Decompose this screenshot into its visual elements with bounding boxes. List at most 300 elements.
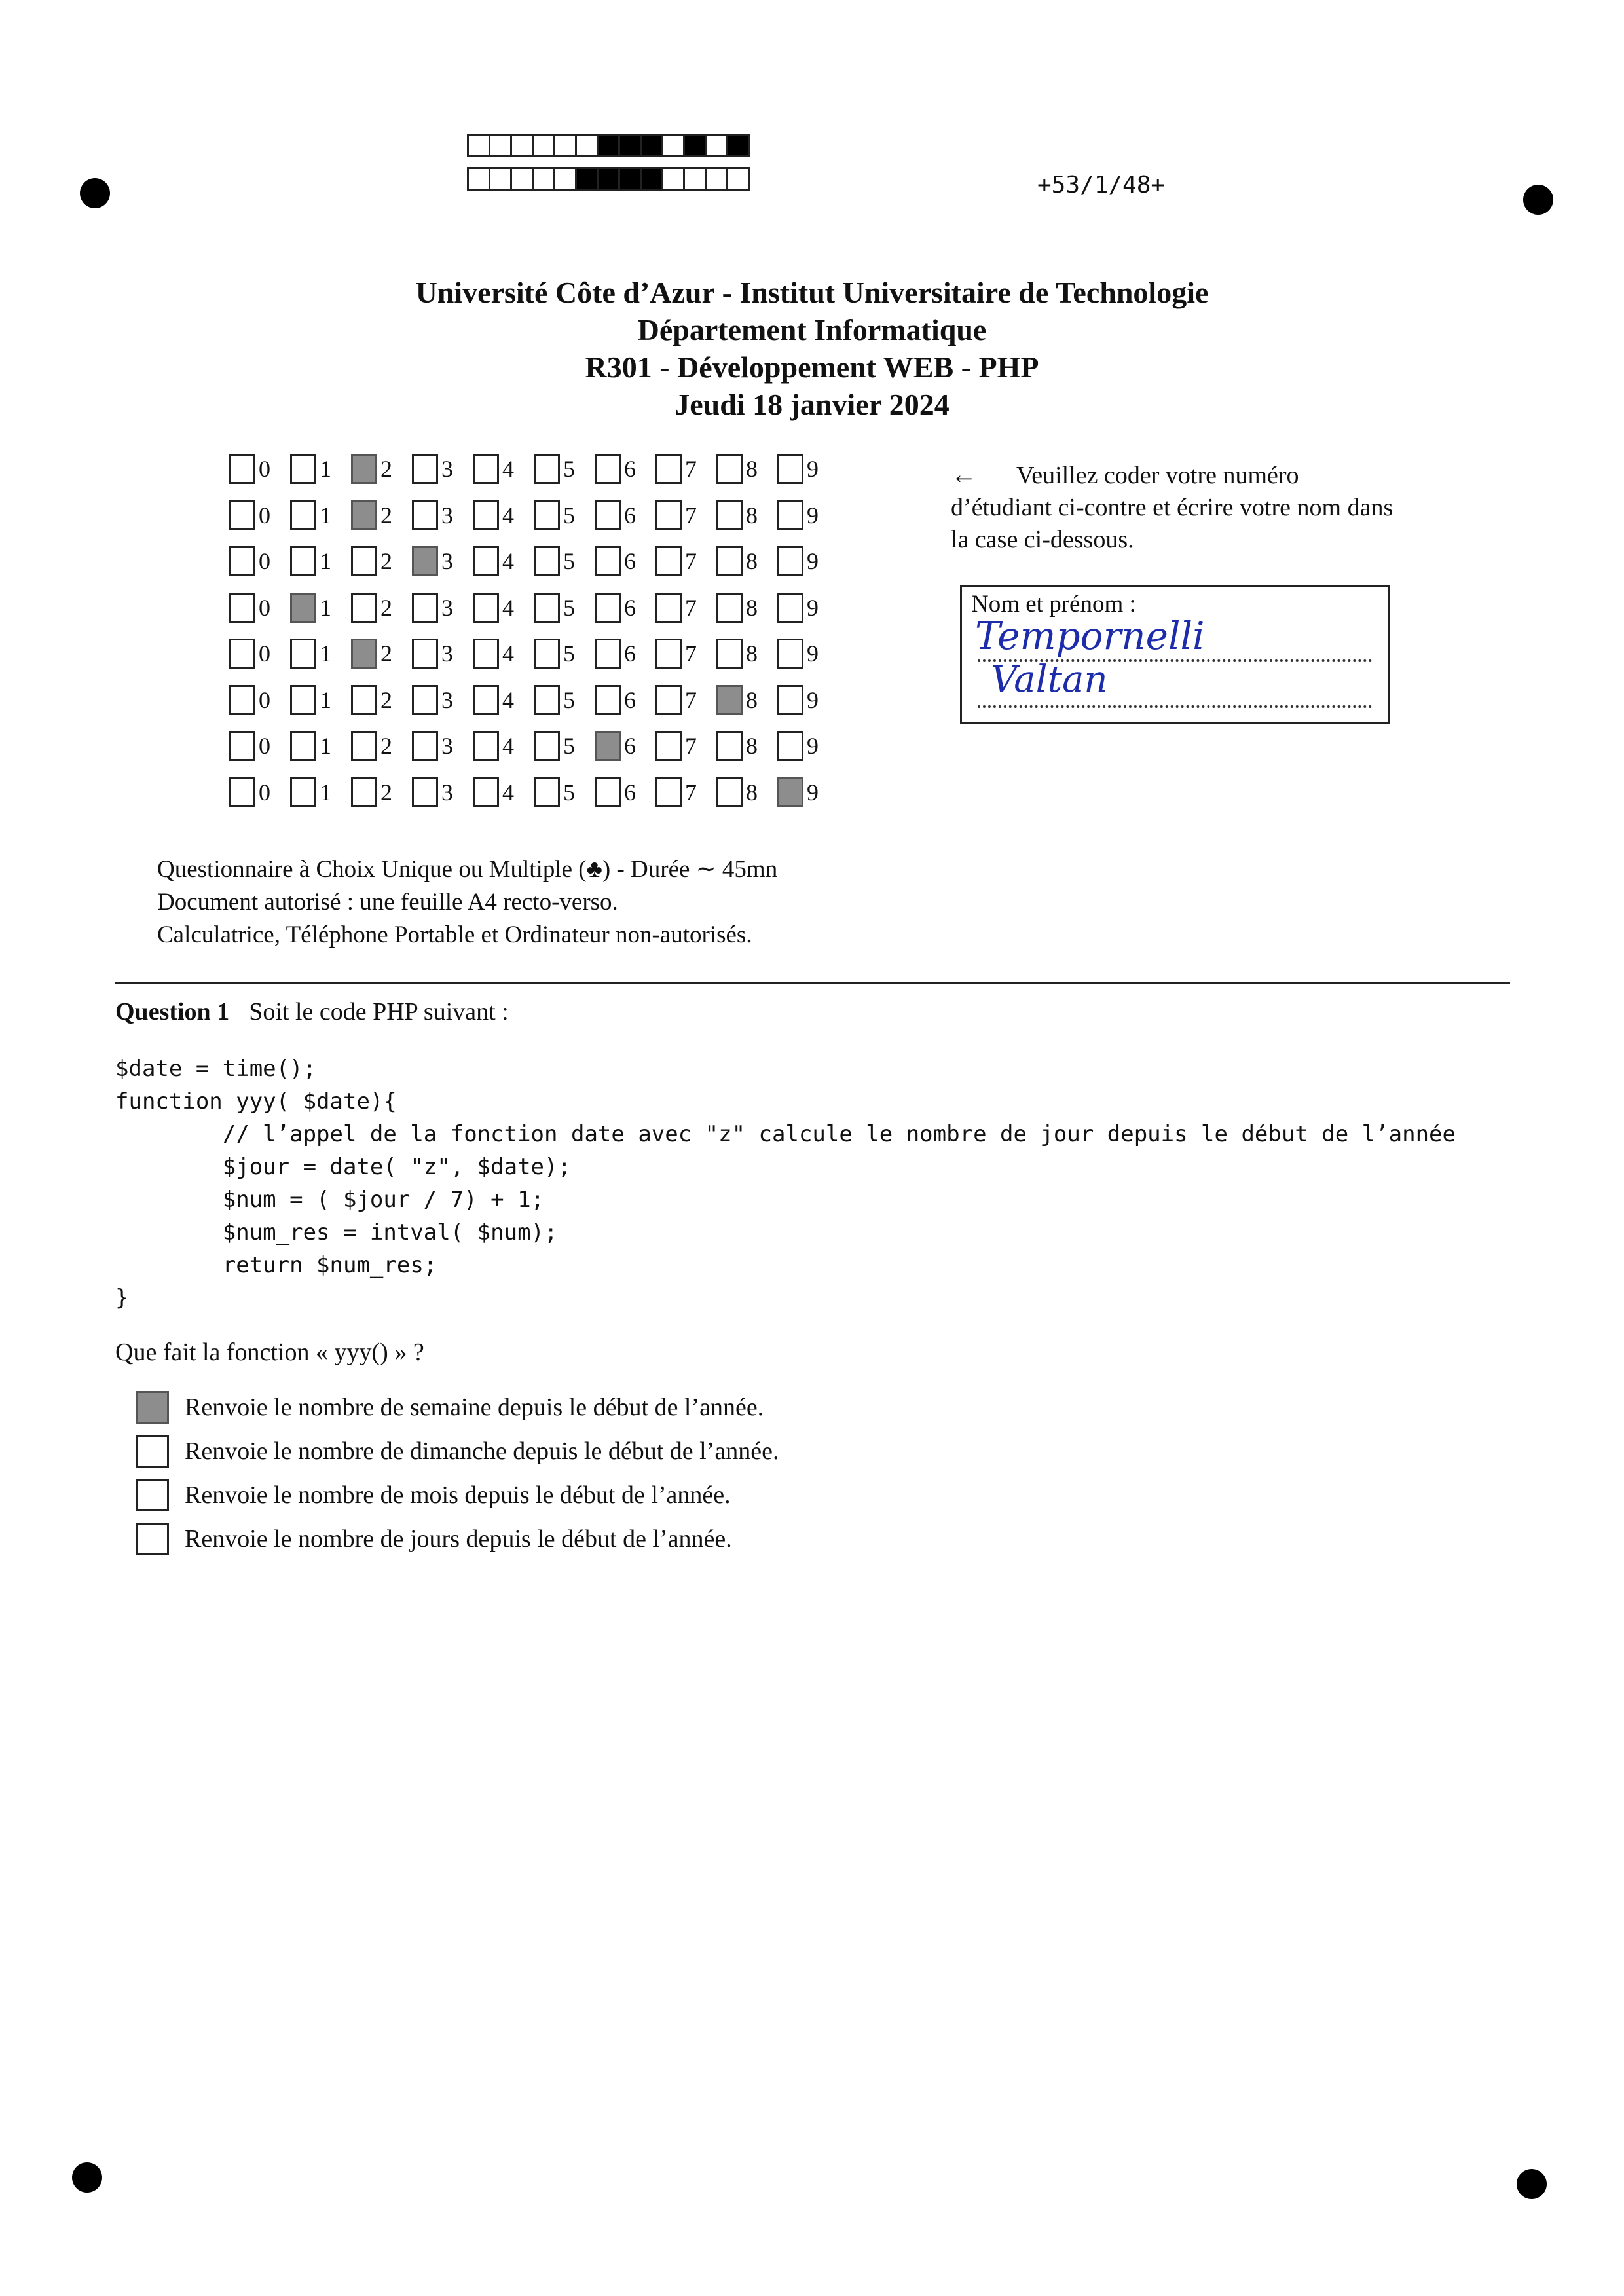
digit-label: 8 xyxy=(746,456,758,482)
digit-option[interactable] xyxy=(595,452,655,486)
answer-checkbox[interactable] xyxy=(136,1391,169,1424)
digit-option[interactable] xyxy=(412,775,473,809)
digit-checkbox[interactable] xyxy=(229,500,255,530)
digit-option[interactable] xyxy=(777,775,838,809)
digit-option[interactable] xyxy=(351,452,412,486)
page-barcode-top xyxy=(469,134,750,157)
digit-checkbox[interactable] xyxy=(351,777,377,807)
barcode-cell xyxy=(726,134,750,157)
digit-option[interactable] xyxy=(290,544,351,578)
digit-checkbox[interactable] xyxy=(716,500,743,530)
digit-checkbox[interactable] xyxy=(412,454,438,484)
digit-option[interactable] xyxy=(777,637,838,671)
digit-label: 4 xyxy=(502,548,514,574)
php-code-block: $date = time(); function yyy( $date){ // l’appel de la fonction date avec "z" calcule le nombre de jour depuis le début de l’année $jour = date( "z", $date); $num = ( $jour / 7) + 1; $num_res = intval( $num); return $num_res; } xyxy=(115,1056,1456,1311)
question-intro: Soit le code PHP suivant : xyxy=(249,998,509,1026)
digit-label: 2 xyxy=(380,640,392,667)
digit-option[interactable] xyxy=(716,683,777,717)
digit-label: 8 xyxy=(746,502,758,528)
barcode-cell xyxy=(705,167,728,191)
digit-checkbox[interactable] xyxy=(229,454,255,484)
digit-label: 9 xyxy=(807,779,819,805)
answer-checkbox[interactable] xyxy=(136,1435,169,1468)
digit-checkbox[interactable] xyxy=(655,593,682,623)
digit-label: 1 xyxy=(320,548,331,574)
digit-label: 4 xyxy=(502,502,514,528)
barcode-cell xyxy=(553,167,577,191)
student-number-row xyxy=(229,591,838,625)
digit-option[interactable] xyxy=(777,729,838,763)
digit-label: 1 xyxy=(320,779,331,805)
digit-label: 2 xyxy=(380,779,392,805)
digit-checkbox[interactable] xyxy=(473,546,499,576)
digit-option[interactable] xyxy=(473,544,534,578)
digit-option[interactable] xyxy=(412,637,473,671)
digit-checkbox[interactable] xyxy=(655,500,682,530)
barcode-cell xyxy=(510,134,534,157)
answer-checkbox[interactable] xyxy=(136,1523,169,1555)
digit-option[interactable] xyxy=(412,683,473,717)
page-barcode-bottom xyxy=(469,167,750,191)
digit-label: 0 xyxy=(259,779,270,805)
barcode-cell xyxy=(510,167,534,191)
barcode-cell xyxy=(489,167,512,191)
digit-checkbox[interactable] xyxy=(716,731,743,761)
barcode-cell xyxy=(640,134,663,157)
digit-checkbox[interactable] xyxy=(655,685,682,715)
digit-label: 4 xyxy=(502,733,514,759)
digit-checkbox[interactable] xyxy=(351,685,377,715)
barcode-cell xyxy=(467,167,490,191)
digit-label: 7 xyxy=(685,686,697,713)
digit-label: 7 xyxy=(685,594,697,621)
digit-checkbox[interactable] xyxy=(534,731,560,761)
digit-option[interactable] xyxy=(290,729,351,763)
digit-label: 1 xyxy=(320,594,331,621)
digit-option[interactable] xyxy=(655,452,716,486)
instruction-text: Veuillez coder votre numéro d’étudiant ci-contre et écrire votre nom dans la case ci-dessous. xyxy=(951,462,1393,553)
digit-checkbox[interactable] xyxy=(777,777,803,807)
digit-checkbox[interactable] xyxy=(655,546,682,576)
digit-option[interactable] xyxy=(655,591,716,625)
digit-label: 0 xyxy=(259,733,270,759)
digit-checkbox[interactable] xyxy=(534,454,560,484)
digit-checkbox[interactable] xyxy=(290,454,316,484)
digit-option[interactable] xyxy=(351,775,412,809)
digit-checkbox[interactable] xyxy=(473,500,499,530)
answer-text: Renvoie le nombre de jours depuis le début de l’année. xyxy=(185,1525,732,1553)
digit-label: 3 xyxy=(441,733,453,759)
digit-checkbox[interactable] xyxy=(777,593,803,623)
digit-checkbox[interactable] xyxy=(595,685,621,715)
name-field[interactable] xyxy=(960,585,1390,724)
digit-option[interactable] xyxy=(229,452,290,486)
digit-label: 8 xyxy=(746,594,758,621)
answer-option[interactable] xyxy=(136,1479,731,1511)
digit-label: 5 xyxy=(563,733,575,759)
digit-label: 7 xyxy=(685,456,697,482)
digit-checkbox[interactable] xyxy=(777,454,803,484)
digit-option[interactable] xyxy=(351,637,412,671)
digit-option[interactable] xyxy=(351,591,412,625)
digit-label: 1 xyxy=(320,456,331,482)
digit-label: 6 xyxy=(624,640,636,667)
digit-checkbox[interactable] xyxy=(534,546,560,576)
digit-option[interactable] xyxy=(534,775,595,809)
digit-checkbox[interactable] xyxy=(351,639,377,669)
student-number-row xyxy=(229,498,838,532)
digit-option[interactable] xyxy=(351,498,412,532)
digit-checkbox[interactable] xyxy=(351,731,377,761)
digit-checkbox[interactable] xyxy=(290,731,316,761)
digit-label: 4 xyxy=(502,779,514,805)
digit-label: 0 xyxy=(259,640,270,667)
digit-checkbox[interactable] xyxy=(351,500,377,530)
digit-checkbox[interactable] xyxy=(473,731,499,761)
digit-checkbox[interactable] xyxy=(412,685,438,715)
digit-label: 6 xyxy=(624,779,636,805)
digit-checkbox[interactable] xyxy=(777,731,803,761)
digit-checkbox[interactable] xyxy=(229,593,255,623)
student-number-row xyxy=(229,729,838,763)
digit-option[interactable] xyxy=(473,452,534,486)
digit-label: 5 xyxy=(563,686,575,713)
barcode-cell xyxy=(661,134,685,157)
question-prompt: Que fait la fonction « yyy() » ? xyxy=(115,1339,424,1366)
digit-checkbox[interactable] xyxy=(473,777,499,807)
digit-option[interactable] xyxy=(655,637,716,671)
digit-option[interactable] xyxy=(351,544,412,578)
digit-option[interactable] xyxy=(655,729,716,763)
digit-checkbox[interactable] xyxy=(777,639,803,669)
digit-label: 2 xyxy=(380,686,392,713)
digit-checkbox[interactable] xyxy=(595,731,621,761)
digit-option[interactable] xyxy=(229,775,290,809)
barcode-cell xyxy=(575,134,599,157)
digit-option[interactable] xyxy=(655,544,716,578)
digit-label: 0 xyxy=(259,502,270,528)
digit-checkbox[interactable] xyxy=(716,777,743,807)
digit-checkbox[interactable] xyxy=(229,639,255,669)
digit-checkbox[interactable] xyxy=(655,454,682,484)
digit-checkbox[interactable] xyxy=(534,593,560,623)
student-number-row xyxy=(229,544,838,578)
digit-label: 9 xyxy=(807,733,819,759)
digit-label: 4 xyxy=(502,594,514,621)
digit-label: 7 xyxy=(685,502,697,528)
digit-checkbox[interactable] xyxy=(229,685,255,715)
question-label: Question 1 xyxy=(115,998,230,1026)
digit-option[interactable] xyxy=(595,637,655,671)
digit-option[interactable] xyxy=(229,591,290,625)
digit-label: 3 xyxy=(441,594,453,621)
digit-option[interactable] xyxy=(716,775,777,809)
digit-label: 6 xyxy=(624,502,636,528)
barcode-cell xyxy=(597,134,620,157)
student-number-row xyxy=(229,775,838,809)
digit-label: 9 xyxy=(807,640,819,667)
digit-checkbox[interactable] xyxy=(473,639,499,669)
digit-label: 5 xyxy=(563,502,575,528)
digit-option[interactable] xyxy=(716,729,777,763)
digit-option[interactable] xyxy=(595,591,655,625)
digit-checkbox[interactable] xyxy=(473,685,499,715)
digit-option[interactable] xyxy=(473,729,534,763)
corner-marker-top-left xyxy=(80,178,110,208)
section-divider xyxy=(115,982,1510,984)
digit-checkbox[interactable] xyxy=(655,639,682,669)
digit-label: 4 xyxy=(502,640,514,667)
barcode-cell xyxy=(532,134,555,157)
digit-label: 7 xyxy=(685,779,697,805)
digit-checkbox[interactable] xyxy=(777,685,803,715)
digit-label: 1 xyxy=(320,686,331,713)
digit-label: 0 xyxy=(259,686,270,713)
digit-label: 2 xyxy=(380,548,392,574)
barcode-cell xyxy=(575,167,599,191)
barcode-cell xyxy=(553,134,577,157)
digit-checkbox[interactable] xyxy=(229,546,255,576)
header-course: R301 - Développement WEB - PHP xyxy=(585,350,1039,384)
digit-option[interactable] xyxy=(290,591,351,625)
digit-checkbox[interactable] xyxy=(290,593,316,623)
digit-option[interactable] xyxy=(716,498,777,532)
digit-checkbox[interactable] xyxy=(595,500,621,530)
digit-option[interactable] xyxy=(473,498,534,532)
digit-checkbox[interactable] xyxy=(351,454,377,484)
digit-checkbox[interactable] xyxy=(351,593,377,623)
barcode-cell xyxy=(618,134,642,157)
digit-checkbox[interactable] xyxy=(534,639,560,669)
barcode-cell xyxy=(618,167,642,191)
digit-option[interactable] xyxy=(412,452,473,486)
digit-option[interactable] xyxy=(716,637,777,671)
digit-label: 6 xyxy=(624,594,636,621)
digit-checkbox[interactable] xyxy=(777,546,803,576)
answer-option[interactable] xyxy=(136,1391,764,1424)
digit-checkbox[interactable] xyxy=(595,546,621,576)
digit-label: 0 xyxy=(259,594,270,621)
barcode-cell xyxy=(532,167,555,191)
digit-label: 6 xyxy=(624,456,636,482)
answer-checkbox[interactable] xyxy=(136,1479,169,1511)
digit-option[interactable] xyxy=(290,637,351,671)
corner-marker-bottom-left xyxy=(72,2162,102,2193)
digit-label: 1 xyxy=(320,733,331,759)
digit-checkbox[interactable] xyxy=(412,777,438,807)
digit-label: 5 xyxy=(563,548,575,574)
digit-option[interactable] xyxy=(412,729,473,763)
digit-label: 3 xyxy=(441,779,453,805)
digit-checkbox[interactable] xyxy=(412,546,438,576)
digit-checkbox[interactable] xyxy=(534,777,560,807)
digit-option[interactable] xyxy=(777,498,838,532)
digit-checkbox[interactable] xyxy=(534,500,560,530)
page-id: +53/1/48+ xyxy=(1037,172,1166,198)
digit-label: 7 xyxy=(685,548,697,574)
digit-option[interactable] xyxy=(716,544,777,578)
digit-checkbox[interactable] xyxy=(716,685,743,715)
digit-option[interactable] xyxy=(412,544,473,578)
header-date: Jeudi 18 janvier 2024 xyxy=(674,388,950,421)
student-number-row xyxy=(229,452,838,486)
answer-text: Renvoie le nombre de semaine depuis le début de l’année. xyxy=(185,1394,764,1421)
digit-checkbox[interactable] xyxy=(290,685,316,715)
digit-label: 3 xyxy=(441,456,453,482)
digit-option[interactable] xyxy=(595,683,655,717)
digit-checkbox[interactable] xyxy=(655,777,682,807)
digit-checkbox[interactable] xyxy=(655,731,682,761)
digit-option[interactable] xyxy=(351,729,412,763)
digit-option[interactable] xyxy=(412,591,473,625)
digit-option[interactable] xyxy=(595,544,655,578)
digit-checkbox[interactable] xyxy=(229,777,255,807)
exam-info xyxy=(157,853,777,952)
barcode-cell xyxy=(489,134,512,157)
left-arrow-icon: ← xyxy=(951,460,977,489)
digit-checkbox[interactable] xyxy=(290,546,316,576)
digit-label: 8 xyxy=(746,779,758,805)
digit-checkbox[interactable] xyxy=(595,777,621,807)
digit-label: 2 xyxy=(380,594,392,621)
digit-label: 2 xyxy=(380,456,392,482)
digit-option[interactable] xyxy=(595,775,655,809)
digit-checkbox[interactable] xyxy=(595,454,621,484)
digit-option[interactable] xyxy=(473,637,534,671)
digit-option[interactable] xyxy=(229,498,290,532)
barcode-cell xyxy=(726,167,750,191)
digit-label: 9 xyxy=(807,686,819,713)
digit-option[interactable] xyxy=(351,683,412,717)
digit-option[interactable] xyxy=(534,729,595,763)
barcode-cell xyxy=(467,134,490,157)
digit-label: 5 xyxy=(563,456,575,482)
digit-label: 0 xyxy=(259,548,270,574)
digit-checkbox[interactable] xyxy=(534,685,560,715)
digit-label: 6 xyxy=(624,686,636,713)
digit-label: 7 xyxy=(685,733,697,759)
exam-info-format: Questionnaire à Choix Unique ou Multiple (♣) - Durée ∼ 45mn xyxy=(157,856,778,883)
barcode-cell xyxy=(683,134,707,157)
question-heading xyxy=(115,997,509,1026)
digit-checkbox[interactable] xyxy=(229,731,255,761)
digit-checkbox[interactable] xyxy=(412,593,438,623)
digit-label: 3 xyxy=(441,548,453,574)
digit-checkbox[interactable] xyxy=(777,500,803,530)
digit-checkbox[interactable] xyxy=(595,639,621,669)
digit-label: 1 xyxy=(320,640,331,667)
digit-label: 5 xyxy=(563,640,575,667)
digit-option[interactable] xyxy=(777,591,838,625)
digit-option[interactable] xyxy=(229,544,290,578)
digit-label: 9 xyxy=(807,594,819,621)
digit-checkbox[interactable] xyxy=(595,593,621,623)
digit-checkbox[interactable] xyxy=(290,639,316,669)
digit-label: 4 xyxy=(502,686,514,713)
digit-option[interactable] xyxy=(777,452,838,486)
answer-option[interactable] xyxy=(136,1435,779,1468)
digit-checkbox[interactable] xyxy=(412,500,438,530)
digit-option[interactable] xyxy=(534,498,595,532)
digit-label: 2 xyxy=(380,733,392,759)
student-number-instruction xyxy=(951,458,1403,556)
answer-text: Renvoie le nombre de mois depuis le début de l’année. xyxy=(185,1481,731,1509)
digit-option[interactable] xyxy=(595,729,655,763)
answer-option[interactable] xyxy=(136,1523,732,1555)
digit-label: 6 xyxy=(624,733,636,759)
digit-label: 7 xyxy=(685,640,697,667)
student-number-row xyxy=(229,637,838,671)
barcode-cell xyxy=(705,134,728,157)
digit-checkbox[interactable] xyxy=(473,454,499,484)
digit-option[interactable] xyxy=(290,452,351,486)
digit-label: 6 xyxy=(624,548,636,574)
digit-checkbox[interactable] xyxy=(412,731,438,761)
digit-option[interactable] xyxy=(716,591,777,625)
digit-option[interactable] xyxy=(534,591,595,625)
exam-header xyxy=(0,274,1624,423)
digit-option[interactable] xyxy=(229,637,290,671)
answer-text: Renvoie le nombre de dimanche depuis le début de l’année. xyxy=(185,1437,779,1465)
digit-label: 2 xyxy=(380,502,392,528)
digit-label: 3 xyxy=(441,686,453,713)
digit-option[interactable] xyxy=(473,775,534,809)
digit-option[interactable] xyxy=(777,683,838,717)
digit-label: 5 xyxy=(563,779,575,805)
digit-checkbox[interactable] xyxy=(351,546,377,576)
header-university: Université Côte d’Azur - Institut Universitaire de Technologie xyxy=(415,276,1209,309)
digit-option[interactable] xyxy=(534,452,595,486)
digit-option[interactable] xyxy=(655,498,716,532)
digit-label: 8 xyxy=(746,640,758,667)
digit-option[interactable] xyxy=(655,775,716,809)
digit-option[interactable] xyxy=(534,544,595,578)
digit-label: 9 xyxy=(807,548,819,574)
digit-label: 8 xyxy=(746,686,758,713)
digit-option[interactable] xyxy=(290,683,351,717)
digit-option[interactable] xyxy=(534,683,595,717)
digit-checkbox[interactable] xyxy=(473,593,499,623)
digit-checkbox[interactable] xyxy=(716,639,743,669)
digit-label: 9 xyxy=(807,502,819,528)
digit-checkbox[interactable] xyxy=(716,454,743,484)
digit-label: 4 xyxy=(502,456,514,482)
digit-checkbox[interactable] xyxy=(412,639,438,669)
digit-option[interactable] xyxy=(229,729,290,763)
digit-option[interactable] xyxy=(412,498,473,532)
digit-option[interactable] xyxy=(290,775,351,809)
digit-label: 3 xyxy=(441,640,453,667)
barcode-cell xyxy=(683,167,707,191)
digit-option[interactable] xyxy=(290,498,351,532)
barcode-cell xyxy=(661,167,685,191)
digit-option[interactable] xyxy=(595,498,655,532)
digit-checkbox[interactable] xyxy=(716,593,743,623)
corner-marker-bottom-right xyxy=(1517,2169,1547,2199)
digit-option[interactable] xyxy=(473,591,534,625)
digit-checkbox[interactable] xyxy=(290,777,316,807)
handwritten-last-name: Tempornelli xyxy=(975,614,1205,658)
exam-info-documents: Document autorisé : une feuille A4 recto-verso. xyxy=(157,889,618,916)
digit-checkbox[interactable] xyxy=(290,500,316,530)
digit-option[interactable] xyxy=(229,683,290,717)
digit-option[interactable] xyxy=(534,637,595,671)
digit-option[interactable] xyxy=(716,452,777,486)
digit-option[interactable] xyxy=(777,544,838,578)
digit-option[interactable] xyxy=(655,683,716,717)
digit-option[interactable] xyxy=(473,683,534,717)
digit-checkbox[interactable] xyxy=(716,546,743,576)
